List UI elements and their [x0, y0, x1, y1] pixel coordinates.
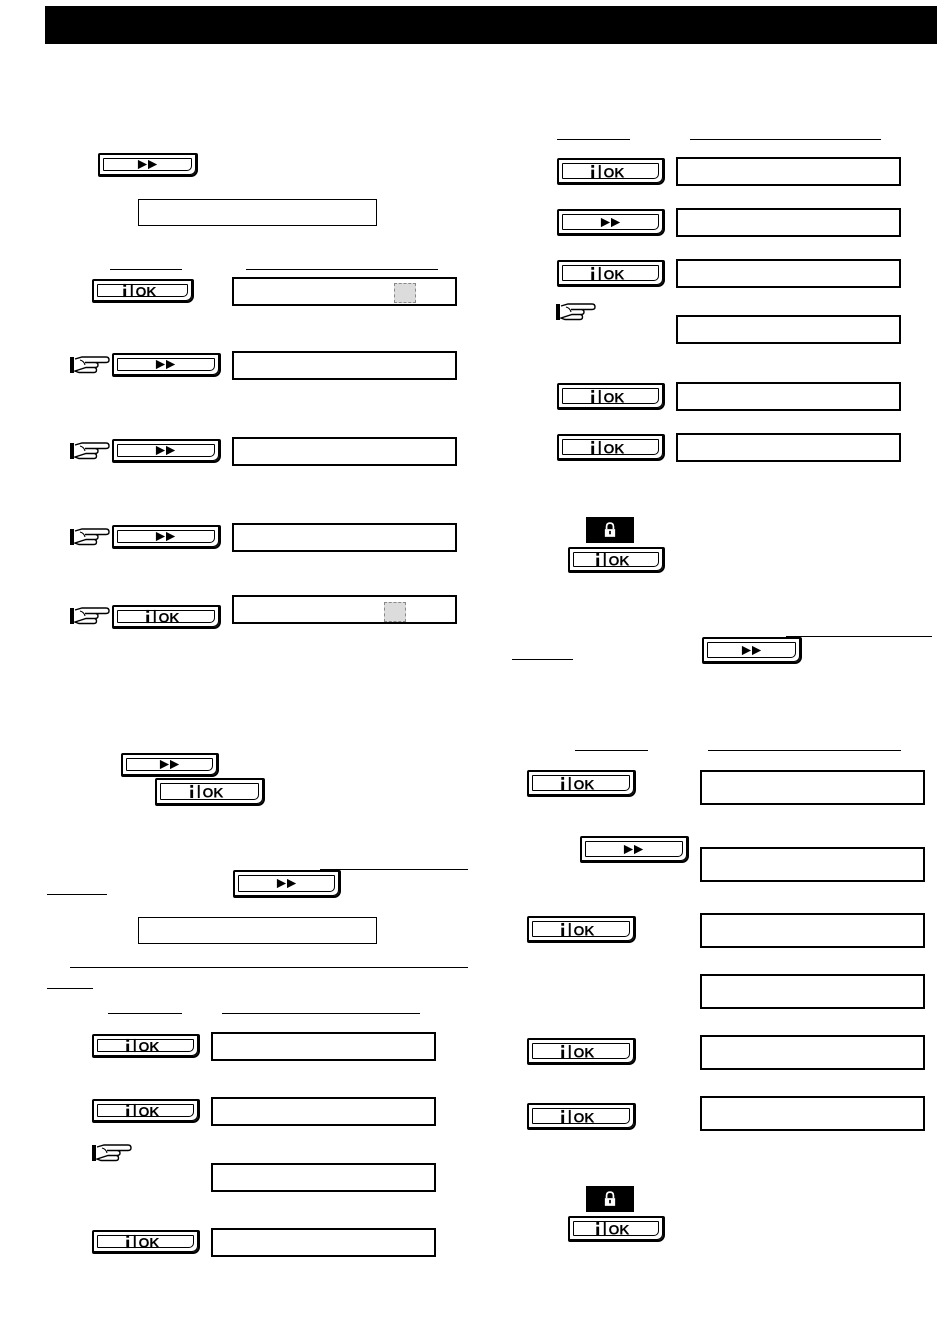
pointing-hand-icon [70, 605, 110, 627]
section-line [47, 894, 107, 895]
pointing-hand-icon [70, 526, 110, 548]
section-line [320, 869, 468, 870]
column-header-line [246, 269, 438, 270]
info-ok-icon [123, 1234, 169, 1249]
next-button[interactable] [112, 353, 221, 377]
ok-button[interactable] [527, 916, 636, 943]
ok-button[interactable] [92, 1230, 200, 1254]
pointing-hand-icon [556, 301, 596, 323]
lock-key[interactable] [586, 1186, 634, 1212]
section-line [70, 967, 468, 968]
display-field [676, 259, 901, 288]
info-ok-icon [558, 1109, 604, 1124]
ok-button[interactable] [527, 1038, 636, 1065]
display-field [138, 199, 377, 226]
fast-forward-icon [155, 445, 177, 456]
column-header-line [708, 750, 901, 751]
info-ok-icon [558, 776, 604, 791]
info-ok-icon [588, 164, 634, 179]
pointing-hand-icon [70, 440, 110, 462]
display-field [700, 847, 925, 882]
display-field [700, 770, 925, 805]
info-ok-icon [123, 1103, 169, 1118]
display-field [211, 1228, 436, 1257]
column-header-line [557, 139, 630, 140]
fast-forward-icon [276, 878, 298, 889]
display-field [211, 1163, 436, 1192]
next-button[interactable] [112, 439, 221, 463]
ok-button[interactable] [557, 260, 665, 287]
display-field [700, 913, 925, 948]
ok-button[interactable] [527, 770, 636, 797]
info-ok-icon [593, 1221, 639, 1236]
display-field [232, 351, 457, 380]
fast-forward-icon [741, 645, 763, 656]
info-ok-icon [593, 552, 639, 567]
fast-forward-icon [623, 844, 645, 855]
display-field [700, 1035, 925, 1070]
cursor-block [394, 283, 416, 303]
display-field [676, 315, 901, 344]
info-ok-icon [588, 440, 634, 455]
fast-forward-icon [155, 531, 177, 542]
display-field [232, 595, 457, 624]
fast-forward-icon [137, 159, 159, 170]
info-ok-icon [187, 784, 233, 799]
info-ok-icon [588, 266, 634, 281]
section-line [512, 659, 573, 660]
display-field [676, 433, 901, 462]
info-ok-icon [123, 1038, 169, 1053]
ok-button[interactable] [568, 1216, 665, 1242]
display-field [211, 1097, 436, 1126]
next-button[interactable] [580, 836, 689, 863]
lock-key[interactable] [586, 517, 634, 543]
ok-button[interactable] [112, 605, 221, 629]
info-ok-icon [143, 609, 189, 624]
ok-button[interactable] [92, 1099, 200, 1123]
ok-button[interactable] [155, 778, 265, 806]
section-line [47, 988, 93, 989]
display-field [700, 974, 925, 1009]
display-field [211, 1032, 436, 1061]
fast-forward-icon [155, 359, 177, 370]
next-button[interactable] [98, 153, 198, 177]
next-button[interactable] [233, 870, 341, 898]
info-ok-icon [558, 922, 604, 937]
display-field [676, 382, 901, 411]
section-line [786, 636, 932, 637]
pointing-hand-icon [70, 354, 110, 376]
column-header-line [110, 269, 182, 270]
display-field [232, 277, 457, 306]
ok-button[interactable] [557, 158, 665, 185]
ok-button[interactable] [527, 1103, 636, 1130]
column-header-line [108, 1013, 182, 1014]
ok-button[interactable] [92, 1034, 200, 1058]
padlock-icon [604, 1191, 616, 1207]
column-header-line [222, 1013, 420, 1014]
pointing-hand-icon [92, 1142, 132, 1164]
column-header-line [575, 750, 648, 751]
ok-button[interactable] [557, 434, 665, 461]
fast-forward-icon [159, 759, 181, 770]
next-button[interactable] [112, 525, 221, 549]
display-field [676, 157, 901, 186]
ok-button[interactable] [568, 547, 665, 573]
info-ok-icon [588, 389, 634, 404]
next-button[interactable] [702, 637, 802, 664]
display-field [138, 917, 377, 944]
info-ok-icon [120, 283, 166, 298]
cursor-block [384, 602, 406, 622]
column-header-line [690, 139, 881, 140]
ok-button[interactable] [92, 279, 194, 303]
info-ok-icon [558, 1044, 604, 1059]
display-field [232, 437, 457, 466]
header-bar [45, 6, 937, 44]
ok-button[interactable] [557, 383, 665, 410]
next-button[interactable] [557, 209, 665, 236]
display-field [232, 523, 457, 552]
next-button[interactable] [121, 753, 219, 777]
fast-forward-icon [600, 217, 622, 228]
display-field [700, 1096, 925, 1131]
padlock-icon [604, 522, 616, 538]
display-field [676, 208, 901, 237]
